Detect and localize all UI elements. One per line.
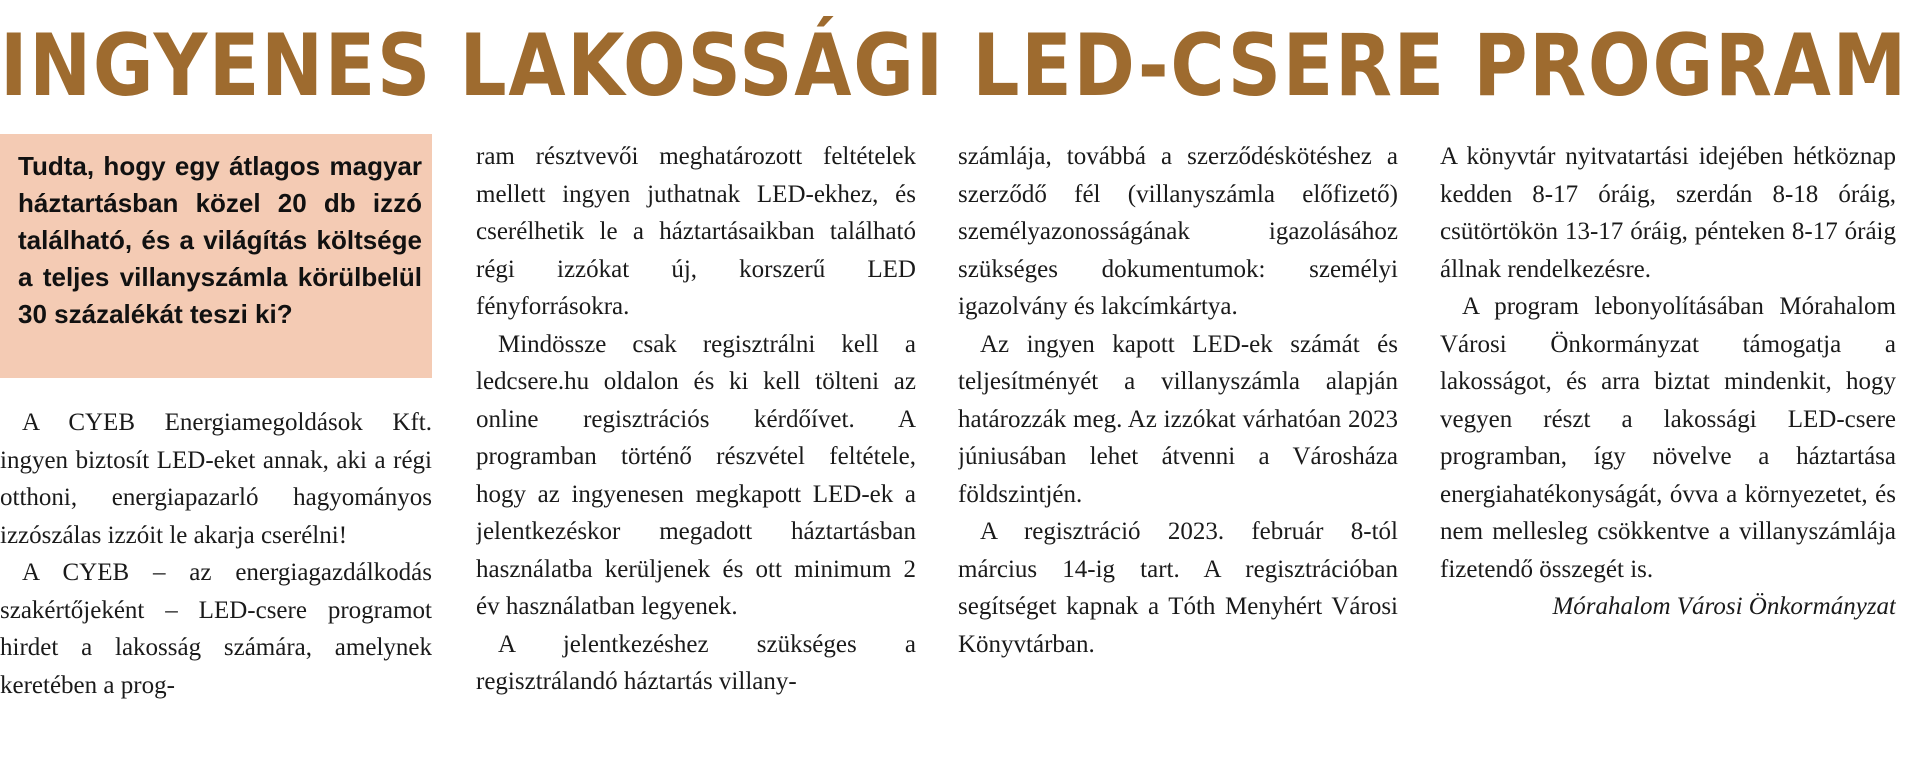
article-column-4 bbox=[1440, 138, 1896, 760]
paragraph: A program lebonyolításában Mórahalom Városi Önkormányzat támogatja a lakosságot, és arra biztat mindenkit, hogy vegyen részt a lakossági LED-csere programban, így növelve a háztartása energiahatékonyságát, óvva a környezetet, és nem mellesleg csökkentve a villanyszámlája fizetendő összegét is. bbox=[1440, 293, 1896, 583]
paragraph: A CYEB – az energiagazdálkodás szakértőjeként – LED-csere programot hirdet a lakosság számára, amelynek keretében a prog- bbox=[0, 559, 432, 699]
paragraph: A regisztráció 2023. február 8-tól március 14-ig tart. A regisztrációban segítséget kapnak a Tóth Menyhért Városi Könyvtárban. bbox=[958, 518, 1398, 658]
article-column-1 bbox=[0, 404, 432, 760]
article-column-2 bbox=[476, 138, 916, 760]
paragraph: A CYEB Energiamegoldások Kft. ingyen biztosít LED-eket annak, aki a régi otthoni, energiapazarló hagyományos izzószálas izzóit le akarja cserélni! bbox=[0, 409, 432, 549]
highlight-text: Tudta, hogy egy átlagos magyar háztartásban közel 20 db izzó található, és a világítás költsége a teljes villanyszámla körülbelül 30 százalékát teszi ki? bbox=[18, 151, 422, 329]
article-column-3 bbox=[958, 138, 1398, 760]
paragraph: A könyvtár nyitvatartási idejében hétköznap kedden 8-17 óráig, szerdán 8-18 óráig, csütörtökön 13-17 óráig, pénteken 8-17 óráig állnak rendelkezésre. bbox=[1440, 143, 1896, 283]
paragraph: A jelentkezéshez szükséges a regisztrálandó háztartás villany- bbox=[476, 630, 916, 695]
highlight-box bbox=[0, 134, 432, 378]
paragraph: számlája, továbbá a szerződéskötéshez a szerződő fél (villanyszámla előfizető) személyazonosságának igazolásához szükséges dokumentumok: személyi igazolvány és lakcímkártya. bbox=[958, 143, 1398, 320]
paragraph: Mindössze csak regisztrálni kell a ledcsere.hu oldalon és ki kell tölteni az online regisztrációs kérdőívet. A programban történő részvétel feltétele, hogy az ingyenesen megkapott LED-ek a jelentkezéskor megadott háztartásban használatba kerüljenek és ott minimum 2 év használatban legyenek. bbox=[476, 330, 916, 620]
author-signature: Mórahalom Városi Önkormányzat bbox=[1552, 593, 1896, 620]
paragraph: ram résztvevői meghatározott feltételek mellett ingyen juthatnak LED-ekhez, és cserélhetik le a háztartásaikban található régi izzókat új, korszerű LED fényforrásokra. bbox=[476, 143, 916, 320]
article-headline: INGYENES LAKOSSÁGI LED-CSERE PROGRAM bbox=[0, 16, 1908, 116]
paragraph: Az ingyen kapott LED-ek számát és teljesítményét a villanyszámla alapján határozzák meg. Az izzókat várhatóan 2023 júniusában lehet átvenni a Városháza földszintjén. bbox=[958, 330, 1398, 508]
